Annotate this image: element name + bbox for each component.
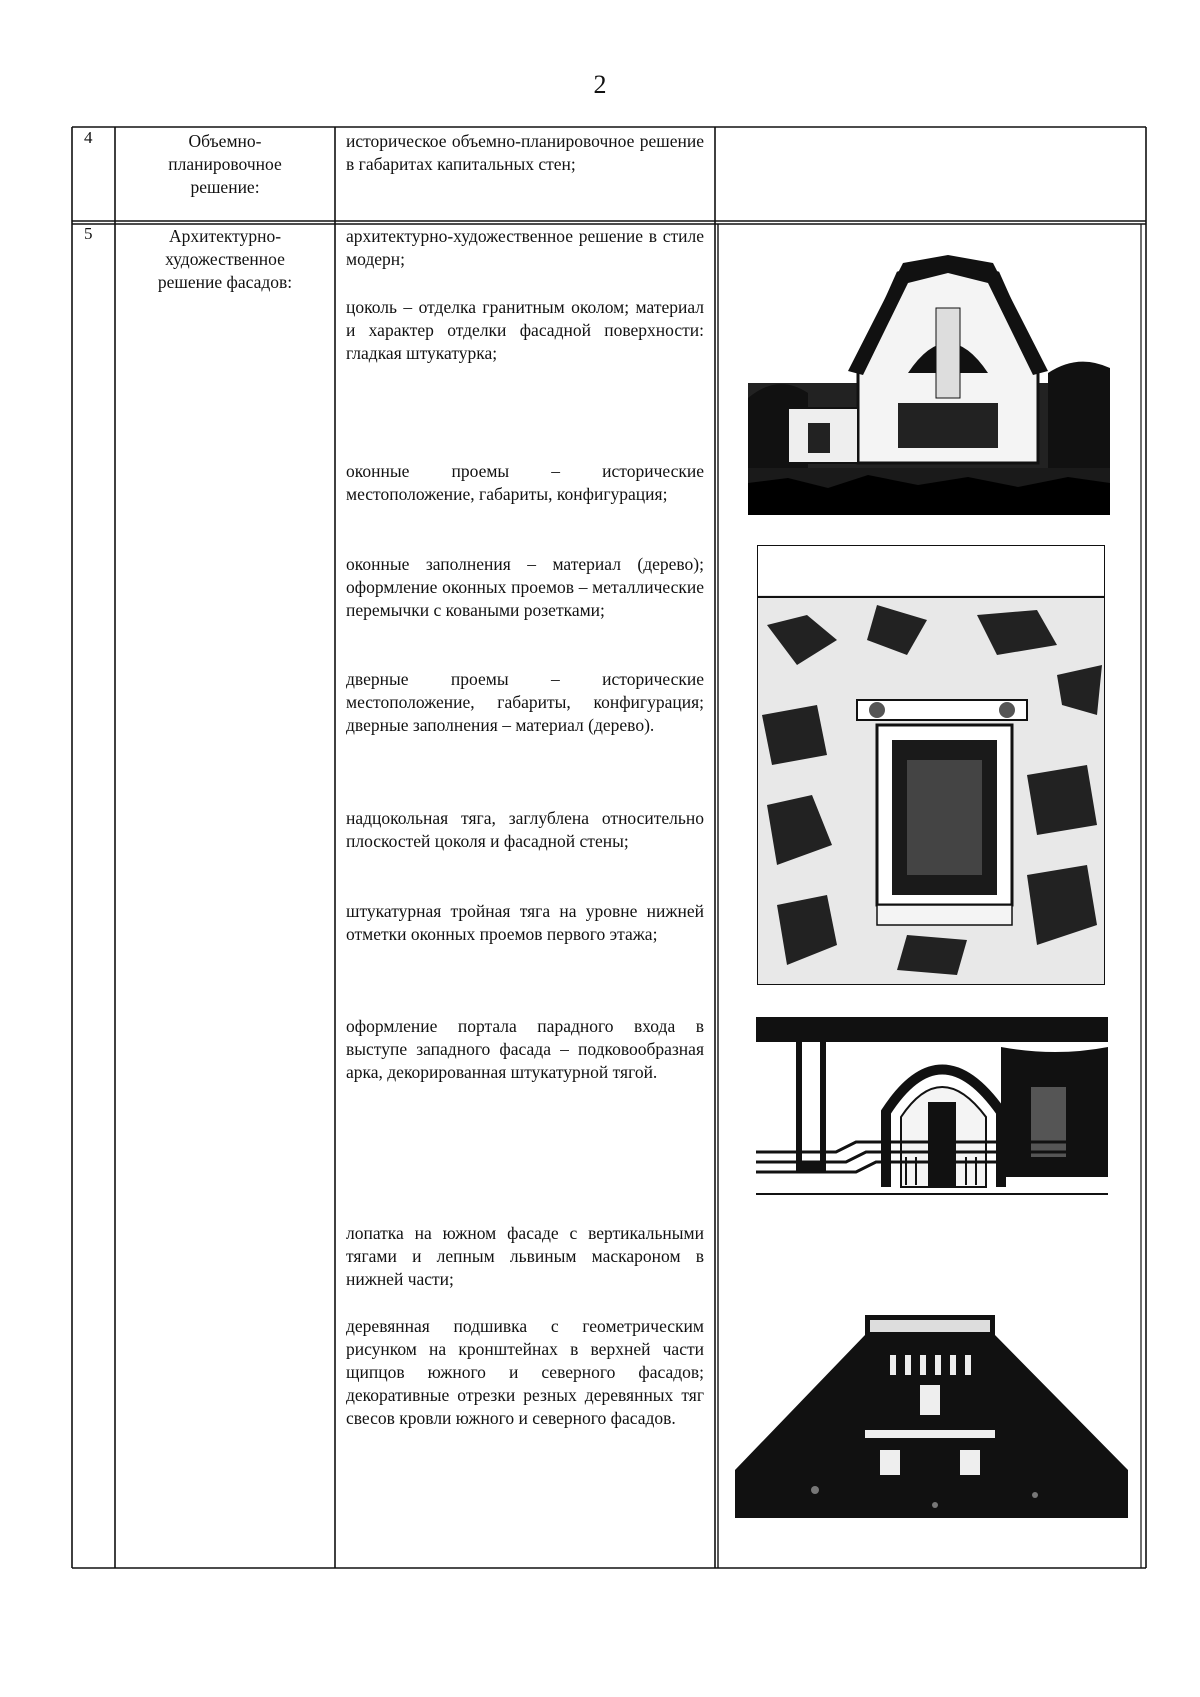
description-paragraph: надцокольная тяга, заглублена относительно плоскостей цоколя и фасадной стены;: [346, 808, 704, 851]
description-paragraph: оформление портала парадного входа в выступе западного фасада – подковообразная арка, декорированная штукатурной тягой.: [346, 1016, 704, 1082]
row-number: 4: [84, 128, 93, 147]
row-name: [118, 225, 332, 294]
gable-photo: [735, 1310, 1128, 1518]
row-description: [346, 130, 704, 176]
description-paragraph: историческое объемно-планировочное решение в габаритах капитальных стен;: [346, 131, 704, 174]
description-paragraph: дверные проемы – исторические местоположение, габариты, конфигурация; дверные заполнения – материал (дерево).: [346, 669, 704, 735]
page-number: 2: [593, 70, 607, 99]
row-name-line: Архитектурно-: [168, 226, 282, 246]
description-paragraph: деревянная подшивка с геометрическим рисунком на кронштейнах в верхней части щипцов южного и северного фасадов; декоративные отрезки резных деревянных тяг свесов кровли южного и северного фасадов.: [346, 1316, 704, 1428]
facade-photo: [748, 253, 1110, 515]
row-name-line: Объемно-: [188, 131, 262, 151]
description-paragraph: оконные заполнения – материал (дерево); оформление оконных проемов – металлические перемычки с коваными розетками;: [346, 554, 704, 620]
description-paragraph: оконные проемы – исторические местоположение, габариты, конфигурация;: [346, 461, 704, 504]
row-name-line: художественное: [165, 249, 285, 269]
row-name-line: решение:: [190, 177, 260, 197]
description-paragraph: штукатурная тройная тяга на уровне нижней отметки оконных проемов первого этажа;: [346, 901, 704, 944]
description-paragraph: архитектурно-художественное решение в стиле модерн;: [346, 226, 704, 269]
window-photo: [757, 545, 1105, 985]
description-paragraph: лопатка на южном фасаде с вертикальными тягами и лепным львиным маскароном в нижней части;: [346, 1223, 704, 1289]
description-paragraph: цоколь – отделка гранитным околом; материал и характер отделки фасадной поверхности: гладкая штукатурка;: [346, 297, 704, 363]
row-name-line: решение фасадов:: [157, 272, 293, 292]
portal-photo: [756, 1017, 1108, 1195]
row-name: [118, 130, 332, 199]
row-number: 5: [84, 224, 93, 243]
row-name-line: планировочное: [168, 154, 282, 174]
